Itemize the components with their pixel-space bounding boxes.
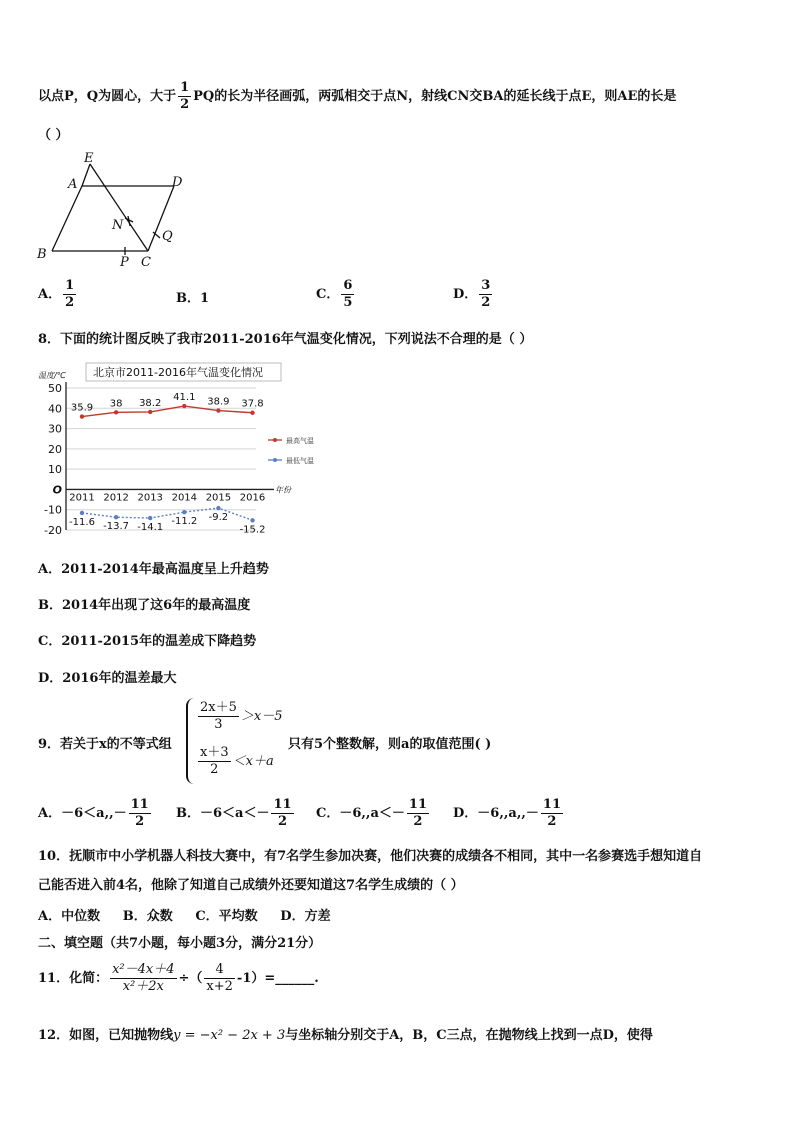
temperature-chart <box>36 360 336 535</box>
data-label: -14.1 <box>137 522 164 534</box>
q12-postfix: 与坐标轴分别交于A，B，C三点，在抛物线上找到一点D，使得 <box>285 1028 653 1043</box>
ineq1-rhs: ＞x－5 <box>240 709 283 724</box>
option-den: 2 <box>413 814 423 829</box>
option-num: 6 <box>343 278 353 293</box>
x-tick-label: 2016 <box>239 492 266 504</box>
label-b: B <box>37 247 47 262</box>
q11-f2-den: x+2 <box>206 979 233 994</box>
q9-option-c[interactable] <box>316 797 431 830</box>
q9-option-d[interactable] <box>453 797 565 830</box>
q7-frac-num: 1 <box>180 80 190 95</box>
q7-stem-line1 <box>38 80 676 113</box>
temperature-chart-svg <box>36 360 336 535</box>
data-label: 38.2 <box>139 397 162 409</box>
ineq1-den: 3 <box>214 717 223 732</box>
q12-parabola-formula: y = −x² − 2x + 3 <box>173 1028 286 1043</box>
label-d: D <box>172 175 183 190</box>
option-text: C．－6 <box>316 806 362 821</box>
y-tick-label: 10 <box>48 463 62 477</box>
q7-stem-part1: 以点P，Q为圆心，大于 <box>38 89 177 104</box>
option-num: 1 <box>65 278 75 293</box>
x-tick-label: 2015 <box>205 492 232 504</box>
option-text: B．－6＜a＜－ <box>176 806 270 821</box>
option-num: 11 <box>273 797 292 812</box>
y-tick-label: 40 <box>48 402 62 416</box>
data-point <box>148 516 152 520</box>
y-tick-label: O <box>52 483 62 497</box>
option-letter: D． <box>453 287 478 302</box>
q12-prefix: 12．如图，已知抛物线 <box>38 1028 174 1043</box>
option-num: 11 <box>408 797 427 812</box>
x-axis-label: 年份 <box>275 485 291 495</box>
q9-stem-part1: 9．若关于x的不等式组 <box>38 737 172 752</box>
chart-title: 北京市2011-2016年气温变化情况 <box>93 366 263 379</box>
data-point <box>250 411 254 415</box>
data-point <box>250 518 254 522</box>
option-den: 2 <box>277 814 288 829</box>
data-label: 35.9 <box>70 402 94 414</box>
ineq2-rhs: ＜x＋a <box>232 754 274 769</box>
q7-option-c[interactable] <box>316 278 356 311</box>
option-text: － <box>525 806 539 821</box>
series-line-max <box>82 406 253 417</box>
option-den: 2 <box>135 814 145 829</box>
q7-option-d[interactable] <box>453 278 494 311</box>
option-text: a＜－ <box>370 806 405 821</box>
y-tick-label: 50 <box>48 382 62 395</box>
q7-option-a[interactable] <box>38 278 78 311</box>
section-title-fill-in: 二、填空题（共7小题，每小题3分，满分21分） <box>38 936 322 951</box>
legend-label: 最低气温 <box>286 457 314 465</box>
option-den: 2 <box>481 295 491 310</box>
option-text: ,, <box>104 806 114 821</box>
y-tick-label: -10 <box>44 503 62 517</box>
q8-option-d[interactable]: D．2016年的温差最大 <box>38 671 177 686</box>
ineq2-num: x＋3 <box>200 745 229 760</box>
q7-frac-den: 2 <box>180 97 190 112</box>
data-label: 37.8 <box>241 398 264 410</box>
label-n: N <box>112 218 124 233</box>
data-label: -15.2 <box>239 524 266 535</box>
q8-option-a[interactable]: A．2011-2014年最高温度呈上升趋势 <box>38 562 269 577</box>
label-q: Q <box>162 229 173 244</box>
q10-stem-line1: 10．抚顺市中小学机器人科技大赛中，有7名学生参加决赛，他们决赛的成绩各不相同，其中一名参赛选手想知道自 <box>38 849 703 864</box>
q8-option-b[interactable]: B．2014年出现了这6年的最高温度 <box>38 598 251 613</box>
y-axis-label: 温度/℃ <box>38 371 66 380</box>
option-text: ,, <box>516 806 526 821</box>
x-tick-label: 2013 <box>137 492 163 504</box>
q11-f1-num: x²－4x＋4 <box>112 962 175 977</box>
ineq2-den: 2 <box>210 762 219 777</box>
q11-postfix: -1）=______. <box>236 971 319 986</box>
q9-inequality-1 <box>196 700 282 733</box>
q11-f1-den: x²＋2x <box>122 979 164 994</box>
data-label: -11.2 <box>171 516 198 528</box>
legend-marker <box>273 458 277 462</box>
option-den: 2 <box>547 814 557 829</box>
data-label: -9.2 <box>208 512 229 524</box>
option-num: 3 <box>481 278 491 293</box>
segment-ba <box>52 186 82 251</box>
ray-cn <box>90 164 148 251</box>
option-text: ,, <box>499 806 509 821</box>
data-label: 38 <box>109 398 123 410</box>
option-text: ,, <box>361 806 371 821</box>
segment-ae-extension <box>82 164 90 186</box>
legend-label: 最高气温 <box>286 437 314 445</box>
option-letter: B． <box>176 291 200 306</box>
y-tick-label: 30 <box>48 422 62 436</box>
data-point <box>216 408 220 412</box>
label-a: A <box>68 177 78 192</box>
data-label: 38.9 <box>207 396 230 408</box>
x-tick-label: 2014 <box>171 492 198 504</box>
option-letter: C． <box>316 287 340 302</box>
q8-option-c[interactable]: C．2011-2015年的温差成下降趋势 <box>38 634 257 649</box>
x-tick-label: 2011 <box>69 492 95 504</box>
data-point <box>80 414 84 418</box>
q7-parallelogram-figure <box>34 148 194 270</box>
q11-prefix: 11．化简： <box>38 971 109 986</box>
x-tick-label: 2012 <box>103 492 129 504</box>
q11-f2-num: 4 <box>204 962 235 979</box>
data-point <box>114 515 118 519</box>
data-point <box>114 410 118 414</box>
q9-option-b[interactable] <box>176 797 296 830</box>
legend-marker <box>273 438 277 442</box>
data-point <box>216 506 220 510</box>
q11-line <box>38 962 319 995</box>
option-text: 1 <box>200 291 210 306</box>
q8-stem: 8．下面的统计图反映了我市2011-2016年气温变化情况，下列说法不合理的是（ ） <box>38 332 533 347</box>
y-tick-label: -20 <box>44 524 62 535</box>
option-text: － <box>113 806 127 821</box>
q9-stem-part2: 只有5个整数解，则a的取值范围( ) <box>288 737 492 752</box>
option-text: a <box>508 806 517 821</box>
option-text: D．－6 <box>453 806 500 821</box>
data-label: -13.7 <box>103 521 130 533</box>
option-den: 2 <box>65 295 75 310</box>
option-num: 11 <box>130 797 149 812</box>
data-point <box>182 404 186 408</box>
q11-mid: ÷（ <box>178 971 203 986</box>
q9-inequality-2 <box>196 745 274 778</box>
label-e: E <box>84 151 94 166</box>
q12-line <box>38 1024 653 1043</box>
option-text: A．－6＜a <box>38 806 105 821</box>
q10-stem-line2: 己能否进入前4名，他除了知道自己成绩外还要知道这7名学生成绩的（ ） <box>38 878 464 893</box>
y-tick-label: 20 <box>48 442 62 456</box>
ineq1-num: 2x＋5 <box>200 700 237 715</box>
option-num: 11 <box>542 797 561 812</box>
option-letter: A． <box>38 287 62 302</box>
data-point <box>182 510 186 514</box>
data-label: -11.6 <box>69 516 95 528</box>
label-p: P <box>120 255 129 270</box>
data-point <box>148 410 152 414</box>
q9-option-a[interactable] <box>38 797 153 830</box>
data-point <box>80 511 84 515</box>
q7-stem-fraction <box>178 80 191 113</box>
q7-answer-paren: （ ） <box>38 128 69 143</box>
q7-stem-part2: PQ的长为半径画弧，两弧相交于点N，射线CN交BA的延长线于点E，则AE的长是 <box>193 89 677 104</box>
option-den: 5 <box>343 295 353 310</box>
q10-options[interactable]: A．中位数 B．众数 C．平均数 D．方差 <box>38 909 331 924</box>
data-label: 41.1 <box>173 392 196 404</box>
label-c: C <box>141 255 151 270</box>
q7-option-b[interactable] <box>176 287 209 306</box>
